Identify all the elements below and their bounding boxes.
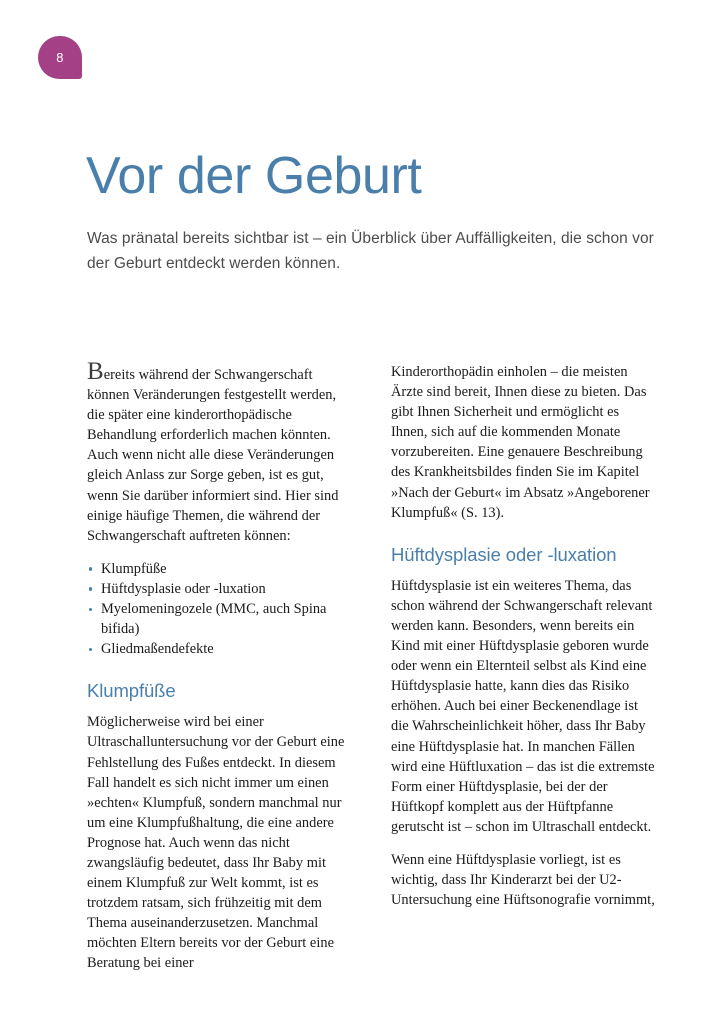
section-paragraph-klumpfuesse: Möglicherweise wird bei einer Ultraschalluntersuchung vor der Geburt eine Fehlstellung des Fußes entdeckt. In diesem Fall handelt es sich nicht immer um einen »echten« Klumpfuß, sondern manchmal nur um eine Klumpfußhaltung, die eine andere Prognose hat. Auch wenn das nicht zwangsläufig bedeutet, dass Ihr Baby mit einem Klumpfuß zur Welt kommt, ist es trotzdem ratsam, sich frühzeitig mit dem Thema auseinanderzusetzen. Manchmal möchten Eltern bereits vor der Geburt eine Beratung bei einer [87, 714, 345, 972]
chapter-subtitle: Was pränatal bereits sichtbar ist – ein Überblick über Auffälligkeiten, die schon vor der Geburt entdeckt werden können. [87, 230, 654, 272]
list-item: Hüftdysplasie oder -luxation [87, 579, 355, 599]
page-number-badge [38, 36, 82, 79]
section-heading-klumpfuesse: Klumpfüße [87, 680, 176, 702]
body-columns [87, 358, 659, 972]
page-number-label: 8 [56, 50, 64, 65]
list-item: Myelomeningozele (MMC, auch Spina bifida) [87, 599, 355, 639]
left-column [87, 358, 355, 972]
list-item: Klumpfüße [87, 559, 355, 579]
section-paragraph-hueftdysplasie-2: Wenn eine Hüftdysplasie vorliegt, ist es wichtig, dass Ihr Kinderarzt bei der U2-Untersuchung eine Hüftsonografie vornimmt, [391, 851, 655, 909]
intro-paragraph: Bereits während der Schwangerschaft können Veränderungen festgestellt werden, die später eine kinderorthopädische Behandlung erforderlich machen könnten. Auch wenn nicht alle diese Veränderungen gleich Anlass zur Sorge geben, ist es gut, wenn Sie darüber informiert sind. Hier sind einige häufige Themen, die während der Schwangerschaft auftreten können: [87, 358, 339, 544]
section-paragraph-hueftdysplasie-1: Hüftdysplasie ist ein weiteres Thema, das schon während der Schwangerschaft relevant werden kann. Besonders, wenn bereits ein Kind mit einer Hüftdysplasie geboren wurde oder wenn ein Elternteil selbst als Kind eine Hüftdysplasie hatte, kann dies das Risiko erhöhen. Auch bei einer Beckenendlage ist die Wahrscheinlichkeit höher, dass Ihr Baby eine Hüftdysplasie hat. In manchen Fällen wird eine Hüftluxation – das ist die extremste Form einer Hüftdysplasie, bei der der Hüftkopf komplett aus der Hüftpfanne gerutscht ist – schon im Ultraschall entdeckt. [391, 577, 655, 835]
topics-bullet-list [87, 559, 355, 659]
list-item: Gliedmaßendefekte [87, 639, 355, 659]
chapter-title: Vor der Geburt [86, 146, 422, 205]
right-column [391, 362, 659, 962]
continued-paragraph: Kinderorthopädin einholen – die meisten Ärzte sind bereit, Ihnen diese zu bieten. Das gibt Ihnen Sicherheit und ermöglicht es Ihnen, sich auf die kommenden Monate vorzubereiten. Eine genauere Beschreibung des Krankheitsbildes finden Sie im Kapitel »Nach der Geburt« im Absatz »Angeborener Klumpfuß« (S. 13). [391, 364, 650, 521]
section-heading-hueftdysplasie: Hüftdysplasie oder -luxation [391, 543, 617, 565]
